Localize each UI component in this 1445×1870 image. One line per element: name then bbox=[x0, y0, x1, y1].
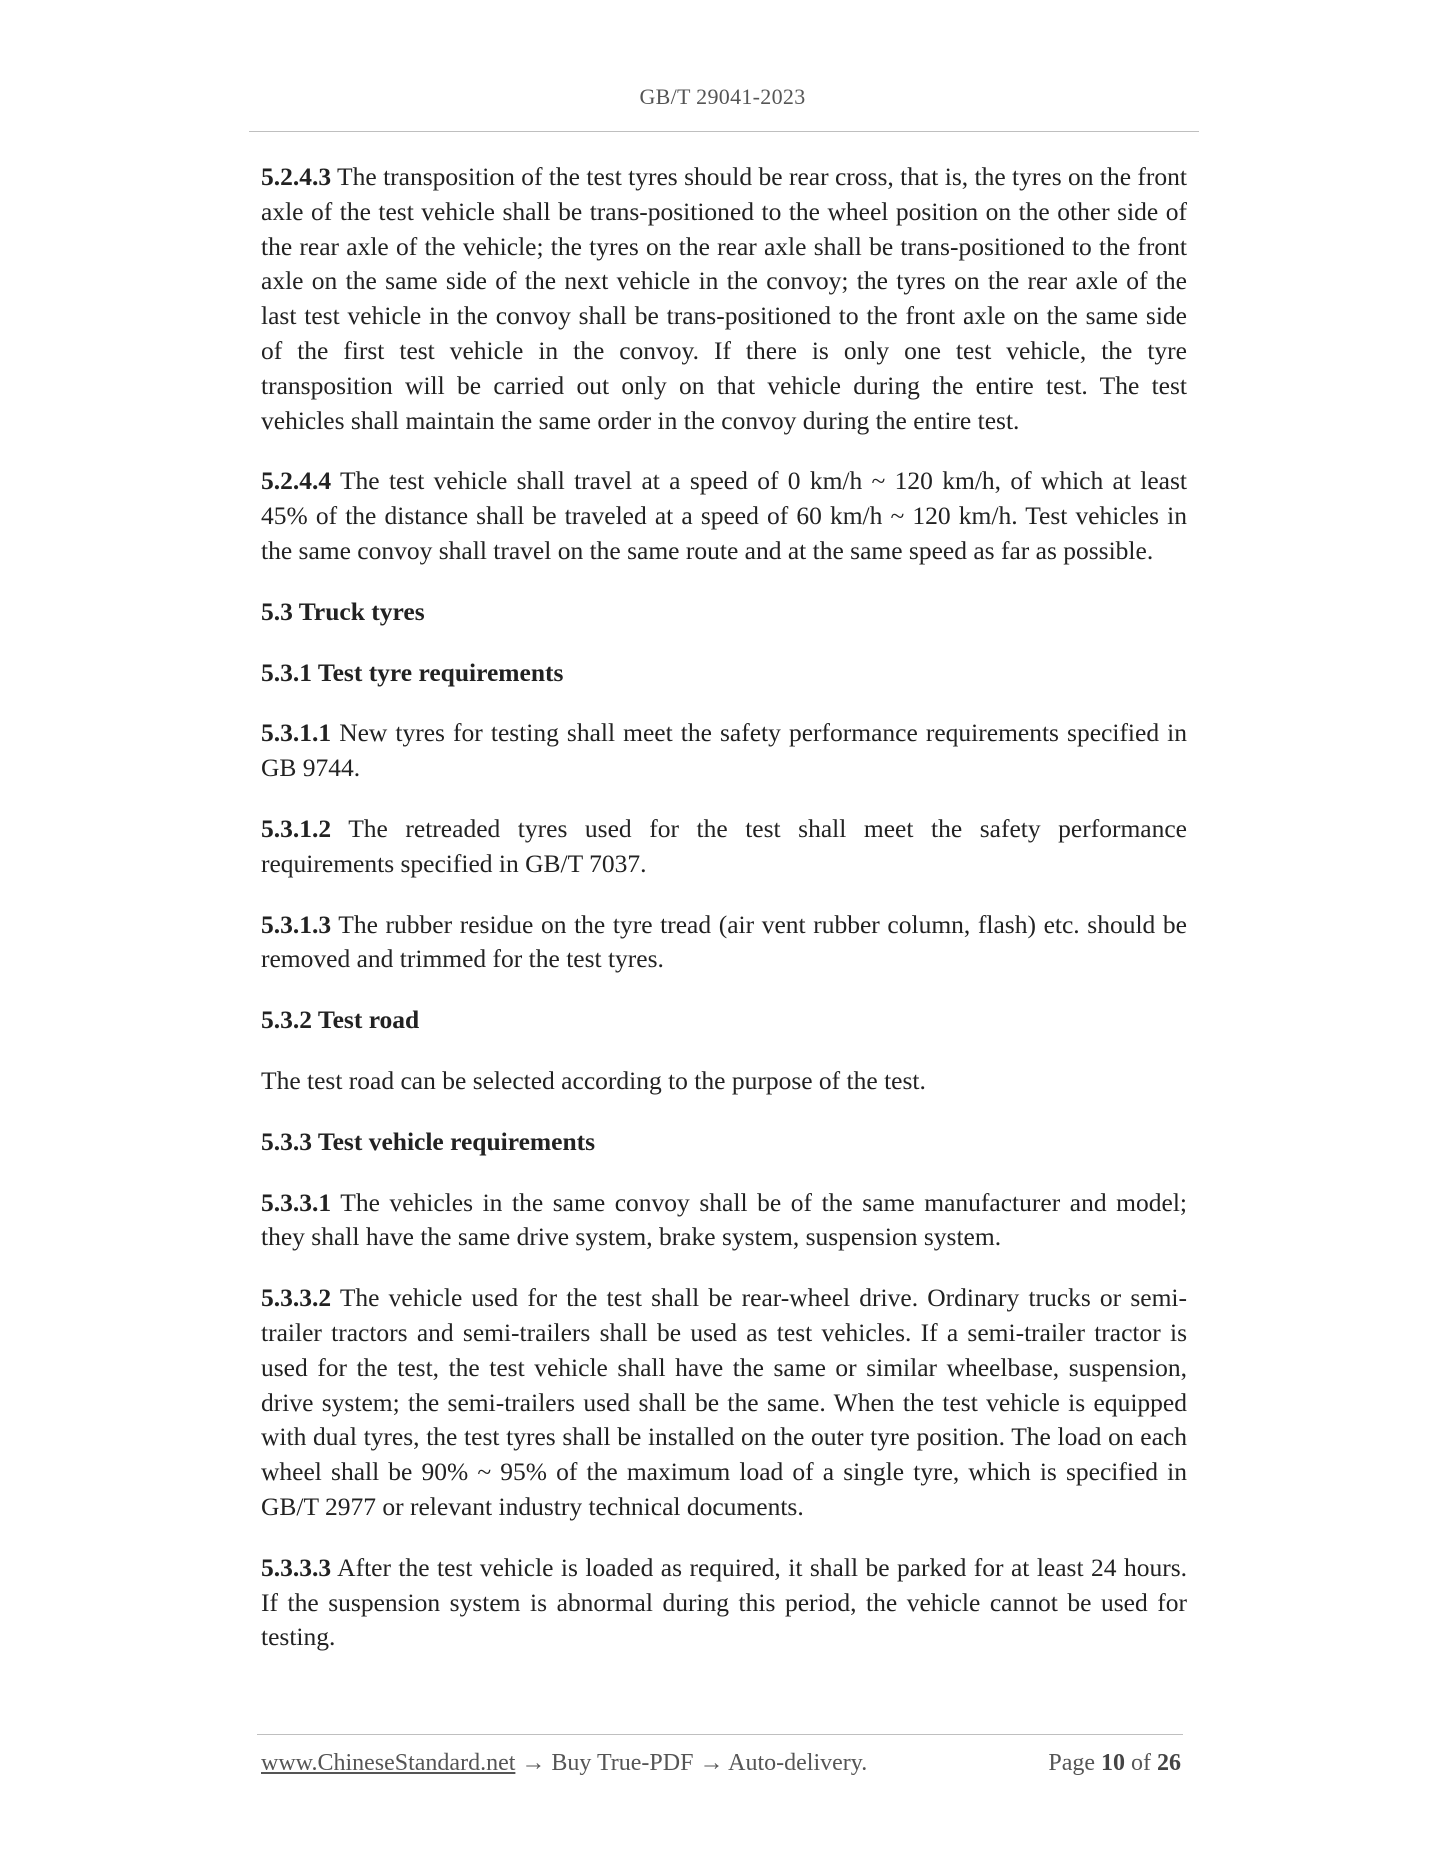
section-heading-5-3-3: 5.3.3 Test vehicle requirements bbox=[261, 1126, 596, 1156]
clause-5-3-1-2 bbox=[261, 812, 1187, 882]
clause-number: 5.2.4.3 bbox=[261, 162, 332, 191]
clause-number: 5.3.3.2 bbox=[261, 1283, 332, 1313]
clause-text: The transposition of the test tyres should be rear cross, that is, the tyres on the front axle of the test vehicle shall be trans-positioned to the wheel position on the other side of the rear axle of the vehicle; the tyres on the rear axle shall be trans-positioned to the front axle on the same side of the next vehicle in the convoy; the tyres on the rear axle of the last test vehicle in the convoy shall be trans-positioned to the front axle on the same side of the first test vehicle in the convoy. If there is only one test vehicle, the tyre transposition will be carried out only on that vehicle during the entire test. The test vehicles shall maintain the same order in the convoy during the entire test. bbox=[261, 162, 1187, 435]
clause-number: 5.3.3.3 bbox=[261, 1552, 332, 1582]
clause-5-2-4-3 bbox=[261, 160, 1187, 438]
clause-number: 5.2.4.4 bbox=[261, 466, 332, 496]
clause-number: 5.3.3.1 bbox=[261, 1187, 332, 1217]
document-body bbox=[261, 160, 1187, 1681]
clause-5-2-4-4 bbox=[261, 464, 1187, 568]
section-heading-5-3: 5.3 Truck tyres bbox=[261, 596, 425, 626]
section-heading-5-3-2: 5.3.2 Test road bbox=[261, 1005, 420, 1035]
clause-number: 5.3.1.3 bbox=[261, 909, 332, 939]
clause-text: The rubber residue on the tyre tread (air vent rubber column, flash) etc. should be removed and trimmed for the test tyres. bbox=[261, 909, 1187, 974]
clause-text: New tyres for testing shall meet the safety performance requirements specified in GB 9744. bbox=[261, 718, 1187, 783]
clause-5-3-3-1 bbox=[261, 1186, 1187, 1256]
page-indicator bbox=[1048, 1750, 1181, 1777]
clause-5-3-3-3 bbox=[261, 1551, 1187, 1655]
page-header: GB/T 29041-2023 bbox=[639, 84, 806, 109]
buy-text: Buy True-PDF bbox=[551, 1750, 694, 1776]
clause-5-3-3-2 bbox=[261, 1281, 1187, 1525]
arrow-right-icon: → bbox=[693, 1750, 729, 1776]
clause-5-3-1-3 bbox=[261, 908, 1187, 978]
website-link[interactable]: www.ChineseStandard.net bbox=[261, 1750, 516, 1776]
header-divider bbox=[249, 131, 1199, 132]
clause-text: After the test vehicle is loaded as required, it shall be parked for at least 24 hours. If the suspension system is abnormal during this period, the vehicle cannot be used for testing. bbox=[261, 1552, 1187, 1652]
clause-5-3-2-text: The test road can be selected according to the purpose of the test. bbox=[261, 1065, 926, 1095]
page-of-label: of bbox=[1131, 1750, 1151, 1776]
clause-text: The test vehicle shall travel at a speed of 0 km/h ~ 120 km/h, of which at least 45% of the distance shall be traveled at a speed of 60 km/h ~ 120 km/h. Test vehicles in the same convoy shall travel on the same route and at the same speed as far as possible. bbox=[261, 466, 1187, 565]
page-current: 10 bbox=[1101, 1750, 1125, 1776]
page-label: Page bbox=[1048, 1750, 1095, 1776]
clause-text: The retreaded tyres used for the test shall meet the safety performance requirements specified in GB/T 7037. bbox=[261, 813, 1187, 878]
footer-divider bbox=[257, 1734, 1183, 1735]
footer-promo bbox=[261, 1750, 867, 1777]
clause-number: 5.3.1.2 bbox=[261, 813, 332, 843]
clause-5-3-1-1 bbox=[261, 716, 1187, 786]
arrow-right-icon: → bbox=[515, 1750, 552, 1776]
clause-number: 5.3.1.1 bbox=[261, 718, 332, 748]
clause-text: The vehicles in the same convoy shall be of the same manufacturer and model; they shall have the same drive system, brake system, suspension system. bbox=[261, 1187, 1187, 1252]
clause-text: The vehicle used for the test shall be rear-wheel drive. Ordinary trucks or semi-trailer tractors and semi-trailers shall be used as test vehicles. If a semi-trailer tractor is used for the test, the test vehicle shall have the same or similar wheelbase, suspension, drive system; the semi-trailers used shall be the same. When the test vehicle is equipped with dual tyres, the test tyres shall be installed on the outer tyre position. The load on each wheel shall be 90% ~ 95% of the maximum load of a single tyre, which is specified in GB/T 2977 or relevant industry technical documents. bbox=[261, 1283, 1187, 1521]
page-total: 26 bbox=[1157, 1750, 1181, 1776]
section-heading-5-3-1: 5.3.1 Test tyre requirements bbox=[261, 657, 564, 687]
delivery-text: Auto-delivery. bbox=[728, 1750, 868, 1776]
